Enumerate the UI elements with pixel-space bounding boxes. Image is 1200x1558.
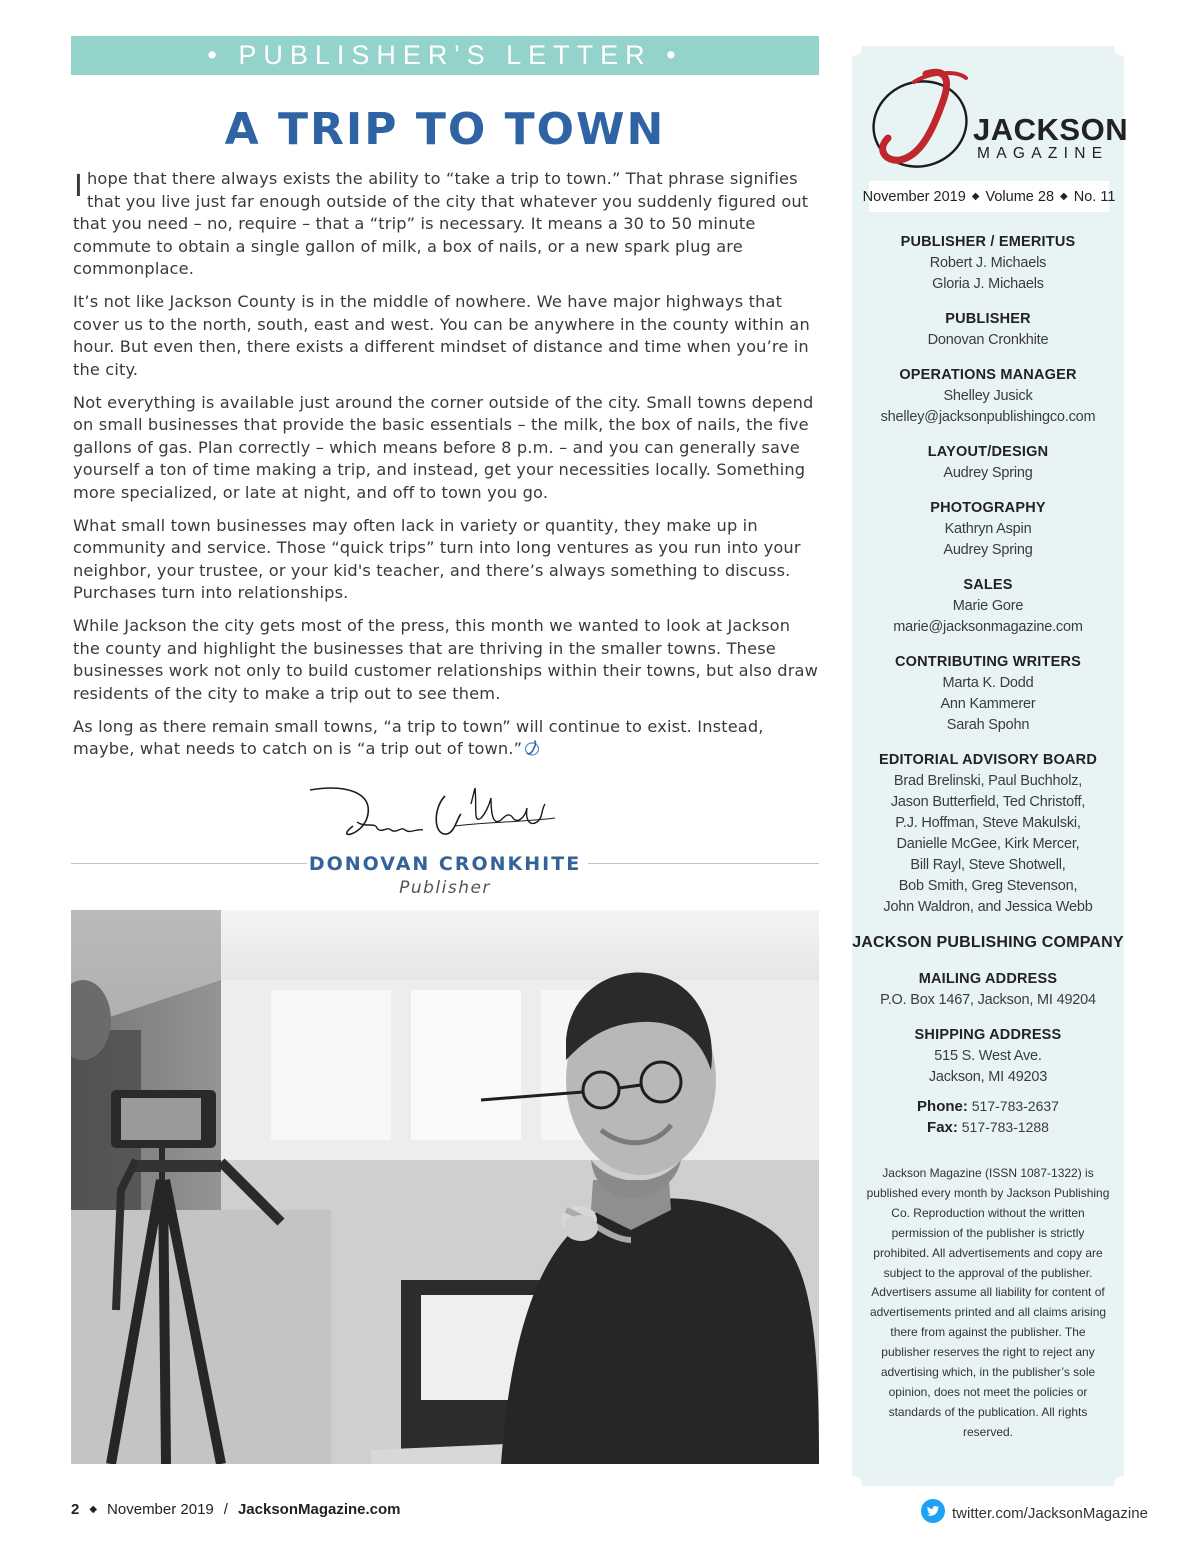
masthead-list [852,232,1124,1443]
diamond-icon: ◆ [1060,191,1068,202]
twitter-link[interactable] [921,1499,1148,1527]
company-name: JACKSON PUBLISHING COMPANY [852,934,1124,951]
logo-wordmark: JACKSON [973,112,1129,147]
article-paragraph: Ihope that there always exists the ability to “take a trip to town.” That phrase signifies that you live just far enough outside of the city that whatever you suddenly figured out that you need – no, require – that a “trip” is necessary. It means a 30 to 50 minute commute to obtain a single gallon of milk, a box of nails, or a new spark plug are commonplace. [73,169,809,278]
signature-title: Publisher [399,878,491,898]
diamond-icon: ◆ [89,1504,98,1515]
masthead-entry: LAYOUT/DESIGN Audrey Spring [927,444,1049,481]
footer-site-link[interactable]: JacksonMagazine.com [237,1501,401,1518]
article-paragraph: As long as there remain small towns, “a trip to town” will continue to exist. Instead, maybe, what needs to catch on is “a trip out of town.” [73,716,819,764]
page-number: 2 [71,1501,80,1518]
article-headline: A TRIP TO TOWN [224,104,666,155]
issue-number: No. 11 [1073,188,1116,205]
page-footer [71,1501,401,1518]
article-paragraph: While Jackson the city gets most of the press, this month we wanted to look at Jackson the county and highlight the businesses that are thriving in the smaller towns. These businesses work not only to build customer relationships within their towns, but also draw residents of the city to make a trip out to see them. [73,616,818,703]
twitter-icon [921,1499,945,1527]
issue-date: November 2019 [862,188,966,205]
handwritten-signature [305,778,565,852]
logo-subtitle: MAGAZINE [977,145,1109,162]
section-label: • PUBLISHER'S LETTER • [207,40,683,70]
j-monogram-icon [524,739,540,764]
footer-date: November 2019 [107,1501,214,1518]
email-link[interactable]: marie@jacksonmagazine.com [893,619,1083,635]
article-paragraph: Not everything is available just around the corner outside of the city. Small towns depend on small businesses that provide the basic essentials – the milk, the box of nails, the five gallons of gas. Plan correctly – which means before 8 p.m. – and you can generally save yourself a ton of time making a trip, and instead, get your necessities locally. Something more specialized, or late at night, and off to town you go. [73,392,814,502]
footer-separator: / [223,1501,228,1518]
shipping-address: SHIPPING ADDRESS 515 S. West Ave. Jackson, MI 49203 [914,1027,1062,1085]
issue-volume: Volume 28 [985,188,1055,205]
publisher-photo [71,910,819,1464]
masthead-entry: CONTRIBUTING WRITERS Marta K. Dodd Ann Kammerer Sarah Spohn [894,654,1082,733]
article-paragraph: What small town businesses may often lack in variety or quantity, they make up in community and service. Those “quick trips” turn into long ventures as you run into your neighbor, your trustee, or your kid's teacher, and there’s always something to discuss. Purchases turn into relationships. [73,515,801,602]
masthead-entry: PHOTOGRAPHY Kathryn Aspin Audrey Spring [930,500,1046,558]
diamond-icon: ◆ [971,191,980,202]
article-paragraph: It’s not like Jackson County is in the middle of nowhere. We have major highways that cover us to the north, south, east and west. You can be anywhere in the county within an hour. But even then, there exists a different mindset of distance and time when you’re in the city. [73,292,810,379]
drop-cap: I [74,169,83,204]
masthead-entry: OPERATIONS MANAGER Shelley Jusick shelley@jacksonpublishingco.com [852,365,1124,428]
fax-line: Fax: 517-783-1288 [927,1119,1049,1136]
email-link[interactable]: shelley@jacksonpublishingco.com [880,409,1096,425]
article-body [73,168,819,774]
signature-name: DONOVAN CRONKHITE [308,853,582,875]
twitter-handle[interactable]: twitter.com/JacksonMagazine [952,1504,1148,1522]
phone-line: Phone: 517-783-2637 [917,1098,1059,1115]
section-banner [71,36,819,75]
masthead-entry: PUBLISHER Donovan Cronkhite [927,311,1049,348]
masthead-sidebar [852,46,1129,1486]
masthead-entry: PUBLISHER / EMERITUS Robert J. Michaels Gloria J. Michaels [900,234,1076,292]
mailing-address: MAILING ADDRESS P.O. Box 1467, Jackson, MI 49204 [880,971,1096,1008]
legal-notice: Jackson Magazine (ISSN 1087-1322) is published every month by Jackson Publishing Co. Reproduction without the written permission of the publisher is strictly prohibited. All advertisements and copy are subject to the approval of the publisher. Advertisers assume all liability for content of advertisements printed and all claims arising there from against the publisher. The publisher reserves the right to reject any advertising which, in the publisher’s sole opinion, does not meet the policies or standards of the publication. All rights reserved. [866,1166,1110,1439]
issue-info [862,181,1116,212]
masthead-entry: SALES Marie Gore marie@jacksonmagazine.com [852,575,1124,638]
masthead-entry: EDITORIAL ADVISORY BOARD Brad Brelinski, Paul Buchholz, Jason Butterfield, Ted Christoff, P.J. Hoffman, Steve Makulski, Danielle McGee, Kirk Mercer, Bill Rayl, Steve Shotwell, Bob Smith, Greg Stevenson, John Waldron, and Jessica Webb [878,752,1098,915]
